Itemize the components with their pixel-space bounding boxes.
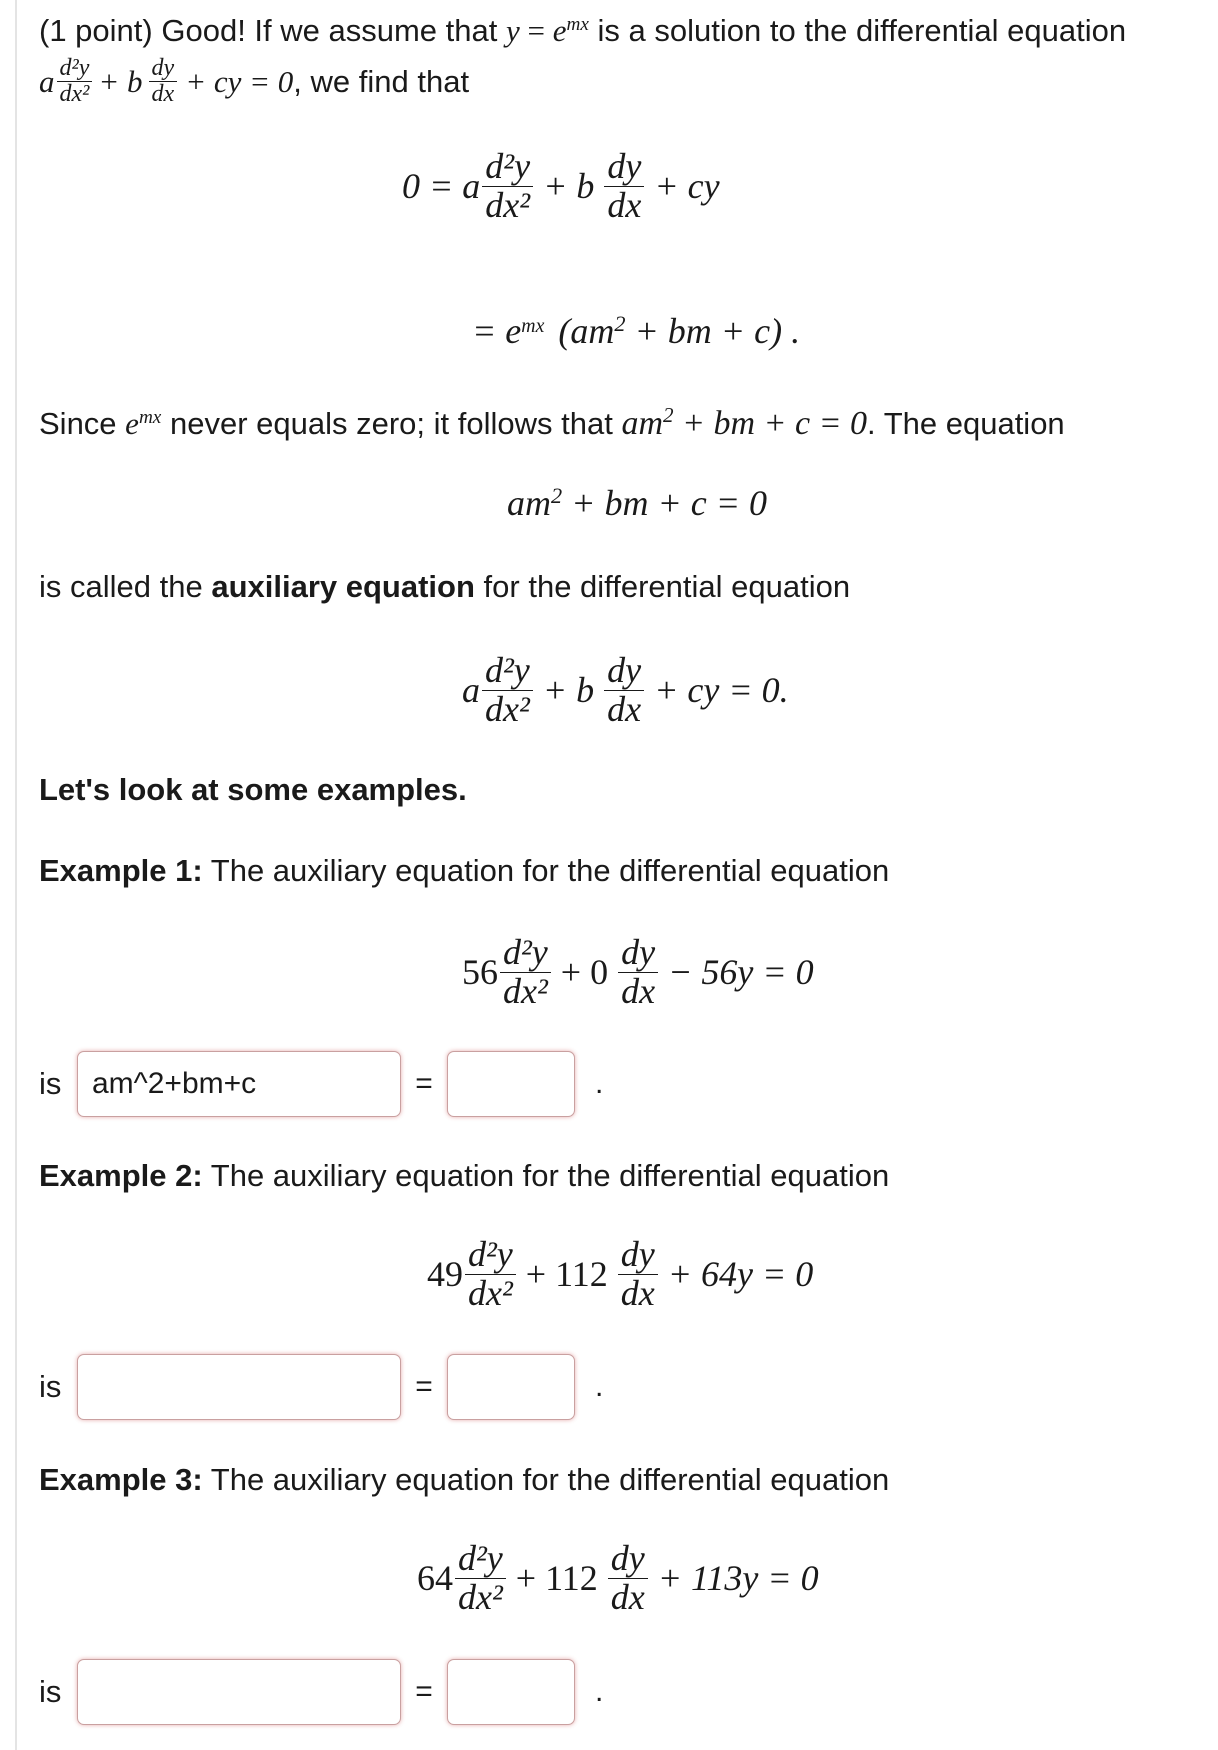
we-find-text: , we find that xyxy=(293,63,470,99)
period: . xyxy=(595,1370,604,1403)
example-1-equation: 56 $\frac{\text{d²y}}{\text{dx²}}$ + 0 $\frac{dy}{dx}$ − 56y = 0 xyxy=(462,932,814,1011)
is-label: is xyxy=(39,1674,62,1709)
lets-look-heading: Let's look at some examples. xyxy=(39,772,467,807)
general-de-display: a $\frac{\text{d²y}}{\text{dx²}}$ + b $\frac{dy}{dx}$ + cy = 0. xyxy=(462,650,789,729)
example-2-aux-value-input[interactable] xyxy=(447,1354,575,1420)
example-3-equation: 64 $\frac{\text{d²y}}{\text{dx²}}$ + 112 $\frac{dy}{dx}$ + 113y = 0 xyxy=(417,1538,819,1617)
first-derivative-fraction: $\frac{dy}{dx}$ xyxy=(604,148,644,225)
cy-zero: + cy = 0 xyxy=(185,63,294,99)
is-label: is xyxy=(39,1066,62,1101)
second-derivative-fraction: $\frac{\text{d²y}}{\text{dx²}}$ xyxy=(482,148,533,225)
auxiliary-equation-display: $am^2$ + bm + c = 0 xyxy=(507,482,768,523)
example-3-aux-expression-input[interactable] xyxy=(77,1659,401,1725)
example-2-heading: Example 2: The auxiliary equation for the differential equation xyxy=(39,1158,890,1193)
coef-b: + b xyxy=(543,166,595,207)
cy-term: + cy xyxy=(654,166,720,207)
second-derivative-fraction: $\frac{\text{d²y}}{\text{dx²}}$ xyxy=(57,56,93,107)
is-label: is xyxy=(39,1369,62,1404)
period: . xyxy=(595,1675,604,1708)
equals-sign: = xyxy=(415,1675,433,1708)
example-2-equation: 49 $\frac{\text{d²y}}{\text{dx²}}$ + 112 $\frac{dy}{dx}$ + 64y = 0 xyxy=(427,1234,814,1313)
auxiliary-equation-term: auxiliary equation xyxy=(211,569,475,604)
example-1-heading: Example 1: The auxiliary equation for the differential equation xyxy=(39,853,890,888)
called-line: is called the auxiliary equation for the differential equation xyxy=(39,569,851,604)
equals-sign: = xyxy=(415,1067,433,1100)
since-line: Since $e^{mx}$ never equals zero; it follows that $am^2$ + bm + c = 0. The equation xyxy=(39,403,1065,442)
example-2-answer-row xyxy=(39,1354,603,1420)
intro-text: Good! If we assume that xyxy=(161,13,498,48)
problem-panel xyxy=(15,0,1218,1750)
coef-b: + b xyxy=(98,63,143,99)
point-value: (1 point) xyxy=(39,13,153,48)
zero-equals-a: 0 = a xyxy=(402,166,481,207)
assume-expression: $y = e^{mx}$ xyxy=(506,13,589,48)
intro-text-tail: is a solution to the differential equation xyxy=(597,13,1127,48)
intro-line xyxy=(39,12,1126,50)
derivation-line-1 xyxy=(402,148,728,225)
example-3-answer-row xyxy=(39,1659,603,1725)
example-1-aux-value-input[interactable] xyxy=(447,1051,575,1117)
coef-a: a xyxy=(39,63,55,99)
example-3-heading: Example 3: The auxiliary equation for the differential equation xyxy=(39,1462,890,1497)
example-2-aux-expression-input[interactable] xyxy=(77,1354,401,1420)
example-1-aux-expression-input[interactable] xyxy=(77,1051,401,1117)
intro-equation-line xyxy=(39,56,469,107)
first-derivative-fraction: $\frac{dy}{dx}$ xyxy=(149,56,178,107)
example-3-aux-value-input[interactable] xyxy=(447,1659,575,1725)
example-1-answer-row xyxy=(39,1051,603,1117)
derivation-line-2: = $e^{mx}$ ($am^2$ + bm + c) . xyxy=(472,310,801,351)
equals-sign: = xyxy=(415,1370,433,1403)
period: . xyxy=(595,1067,604,1100)
